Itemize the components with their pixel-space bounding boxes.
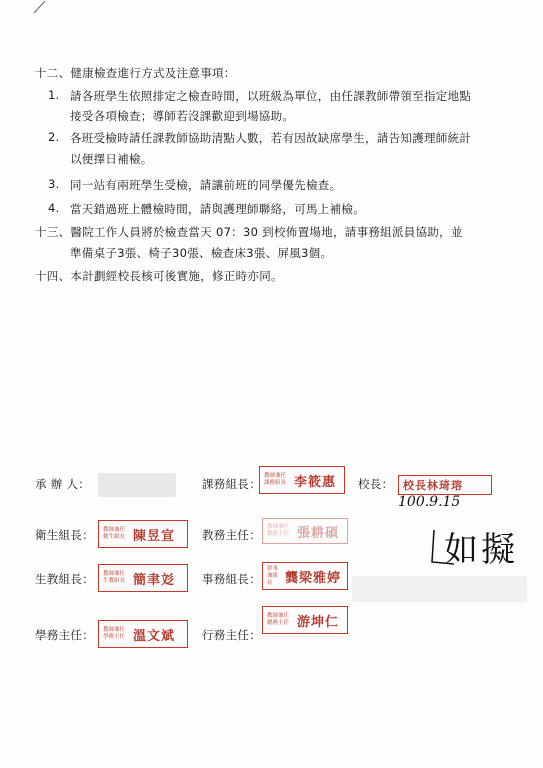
handwritten-approval: 如擬	[444, 530, 518, 570]
item-3-number: 3.	[48, 177, 60, 191]
label-hygiene-head: 衛生組長：	[35, 528, 94, 542]
item-2-line-2: 以便擇日補檢。	[70, 152, 153, 166]
label-principal: 校長：	[358, 477, 394, 491]
section-13-line-1: 十三、醫院工作人員將於檢查當天 07：30 到校佈置場地，請事務組派員協助，並	[35, 225, 463, 239]
handwritten-date: 100.9.15	[398, 494, 461, 510]
stamp-name: 游坤仁	[297, 614, 340, 630]
item-3-line-1: 同一站有兩班學生受檢，請讓前班的同學優先檢查。	[70, 178, 342, 192]
item-1-number: 1.	[48, 88, 60, 102]
item-2-line-1: 各班受檢時請任課教師協助清點人數，若有因故缺席學生，請告知護理師統計	[70, 131, 472, 145]
item-4-line-1: 當天錯過班上體檢時間，請與護理師聯絡，可馬上補檢。	[70, 202, 365, 216]
stamp-name: 李筱惠	[294, 474, 337, 490]
blurred-stamp	[98, 473, 176, 497]
label-student-affairs-head: 生教組長：	[35, 572, 94, 586]
stamp-academic-director	[262, 518, 348, 544]
item-2-number: 2.	[48, 130, 60, 144]
stamp-curriculum-head	[259, 466, 345, 494]
stamp-title: 教師兼任總務主任	[267, 613, 290, 626]
stamp-name: 簡聿彣	[133, 572, 176, 588]
scan-mark	[30, 0, 50, 14]
label-contractor: 承 辦 人：	[35, 477, 91, 491]
stamp-principal: 校長林琦瑢	[398, 475, 492, 495]
section-14-line-1: 十四、本計劃經校長核可後實施，修正時亦同。	[35, 269, 283, 283]
section-12-heading: 十二、健康檢查進行方式及注意事項：	[35, 66, 236, 80]
item-4-number: 4.	[48, 201, 60, 215]
stamp-name: 陳昱宣	[133, 528, 176, 544]
label-curriculum-head: 課務組長：	[202, 477, 261, 491]
stamp-title: 教師兼任教務主任	[267, 524, 290, 537]
stamp-hygiene-head	[98, 520, 188, 548]
stamp-name: 張耕碩	[297, 525, 340, 541]
stamp-general-affairs-head	[262, 562, 348, 590]
label-academic-director: 教務主任：	[202, 528, 261, 542]
item-1-line-1: 請各班學生依照排定之檢查時間，以班級為單位，由任課教師帶領至指定地點	[70, 89, 472, 103]
label-administration-director: 行務主任：	[202, 628, 261, 642]
stamp-administration-director	[262, 606, 348, 634]
stamp-student-affairs-head	[98, 564, 188, 592]
bleed-through-smudge	[352, 576, 527, 602]
label-student-affairs-director: 學務主任：	[35, 628, 94, 642]
stamp-title: 教師兼任生教組長	[103, 571, 126, 584]
stamp-name: 溫文斌	[133, 628, 176, 644]
stamp-student-affairs-director	[98, 620, 188, 648]
stamp-title: 教師兼任學務主任	[103, 627, 126, 640]
section-13-line-2: 準備桌子3張、椅子30張、檢查床3張、屏風3個。	[70, 246, 333, 260]
label-general-affairs-head: 事務組長：	[202, 572, 261, 586]
stamp-title: 幹事兼組長	[267, 565, 279, 586]
stamp-title: 教師兼任衛生組長	[103, 527, 126, 540]
stamp-title: 教師兼任課務組長	[264, 473, 287, 486]
stamp-name: 龔梁雅婷	[285, 570, 342, 586]
item-1-line-2: 接受各項檢查；導師若沒課歡迎到場協助。	[70, 109, 295, 123]
approval-stroke	[428, 528, 458, 568]
